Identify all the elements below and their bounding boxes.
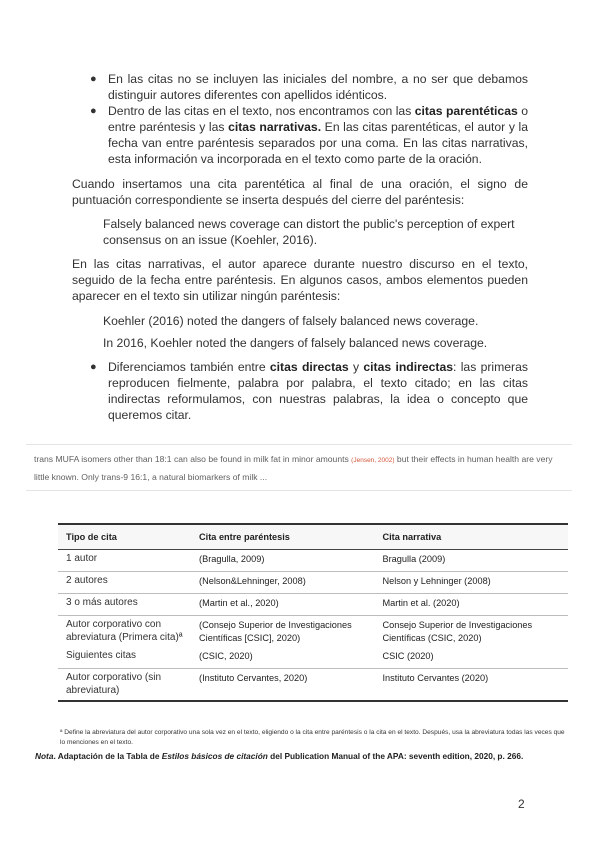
example-narrative-1: Koehler (2016) noted the dangers of falsely balanced news coverage. bbox=[103, 314, 479, 328]
paragraph-parenthetical: Cuando insertamos una cita parentética al final de una oración, el signo de puntuación correspondiente se inserta después del cierre del paréntesis: bbox=[72, 177, 528, 207]
table-header: Cita narrativa bbox=[374, 524, 568, 550]
table-footnote: ª Define la abreviatura del autor corporativo una sola vez en el texto, eligiendo o la cita entre paréntesis o la cita en el texto. Después, usa la abreviatura todas las veces que lo menciones en el texto. bbox=[60, 729, 565, 746]
text-run: o entre paréntesis y las bbox=[108, 104, 528, 134]
bullet-marker: ● bbox=[90, 361, 97, 373]
term-indirect: citas indirectas bbox=[363, 360, 454, 374]
cell-narrative: CSIC (2020) bbox=[374, 647, 568, 669]
text-run: Diferenciamos también entre bbox=[108, 360, 270, 374]
cell-type: Autor corporativo con abreviatura (Primera cita)ª bbox=[66, 619, 183, 643]
excerpt-text-before: trans MUFA isomers other than 18:1 can also be found in milk fat in minor amounts bbox=[34, 454, 349, 464]
citation-example-excerpt bbox=[26, 444, 572, 491]
cell-type: 3 o más autores bbox=[58, 594, 191, 616]
cell-parenthetical: (Consejo Superior de Investigaciones Científicas [CSIC], 2020) bbox=[199, 620, 352, 643]
table-row bbox=[58, 594, 568, 616]
example-narrative-2: In 2016, Koehler noted the dangers of falsely balanced news coverage. bbox=[103, 336, 488, 350]
text-run: : las primeras reproducen fielmente, palabra por palabra, el texto citado; en las citas indirectas reformulamos, con nuestras palabras, la idea o concepto que queremos citar. bbox=[108, 360, 528, 422]
page-number: 2 bbox=[518, 797, 525, 811]
cell-narrative: Martin et al. (2020) bbox=[374, 594, 568, 616]
cell-narrative: Instituto Cervantes (2020) bbox=[374, 669, 568, 702]
excerpt-text-after: but their effects in human health are very little known. Only trans-9 16:1, a natural biomarkers of milk ... bbox=[34, 454, 553, 482]
bullet-marker: ● bbox=[90, 73, 97, 85]
cell-type: Autor corporativo (sin abreviatura) bbox=[58, 669, 191, 702]
table-row bbox=[58, 572, 568, 594]
term-direct: citas directas bbox=[269, 360, 349, 374]
table-note bbox=[35, 750, 575, 762]
cell-type: Siguientes citas bbox=[58, 647, 191, 669]
citation-styles-table bbox=[58, 523, 568, 702]
example-parenthetical: Falsely balanced news coverage can distort the public's perception of expert consensus on an issue (Koehler, 2016). bbox=[103, 217, 515, 247]
excerpt-text bbox=[34, 451, 568, 486]
note-label: Nota bbox=[35, 751, 54, 761]
note-text: del Publication Manual of the APA: seventh edition, 2020, p. 266. bbox=[267, 751, 524, 761]
table-header: Tipo de cita bbox=[58, 524, 191, 550]
text-run: y bbox=[348, 360, 364, 374]
note-text: . Adaptación de la Tabla de bbox=[53, 751, 162, 761]
cell-parenthetical: (CSIC, 2020) bbox=[191, 647, 374, 669]
table-row bbox=[58, 550, 568, 572]
table-row bbox=[58, 647, 568, 669]
table-row bbox=[58, 616, 568, 648]
note-title: Estilos básicos de citación bbox=[161, 751, 268, 761]
table-header: Cita entre paréntesis bbox=[191, 524, 374, 550]
excerpt-citation: (Jensen, 2002) bbox=[351, 457, 395, 464]
bullet-direct-indirect bbox=[108, 359, 528, 423]
paragraph-narrative: En las citas narrativas, el autor aparece durante nuestro discurso en el texto, seguido de la fecha entre paréntesis. En algunos casos, ambos elementos pueden aparecer en el texto sin utilizar ningún paréntesis: bbox=[72, 257, 528, 303]
bullet-citation-types bbox=[108, 103, 528, 167]
cell-narrative: Consejo Superior de Investigaciones Científicas (CSIC, 2020) bbox=[382, 620, 533, 643]
bullet-initials-text: En las citas no se incluyen las iniciales del nombre, a no ser que debamos distinguir autores diferentes con apellidos idénticos. bbox=[108, 72, 528, 102]
cell-parenthetical: (Martin et al., 2020) bbox=[191, 594, 374, 616]
cell-narrative: Nelson y Lehninger (2008) bbox=[374, 572, 568, 594]
bullet-initials bbox=[108, 71, 528, 103]
text-run: En las citas parentéticas, el autor y la fecha van entre paréntesis separados por una coma. En las citas narrativas, esta información va incorporada en el texto como parte de la oración. bbox=[108, 120, 528, 166]
table-header-row bbox=[58, 524, 568, 550]
cell-type: 2 autores bbox=[58, 572, 191, 594]
cell-narrative: Bragulla (2009) bbox=[374, 550, 568, 572]
cell-type: 1 autor bbox=[58, 550, 191, 572]
table-row bbox=[58, 669, 568, 702]
bullet-marker: ● bbox=[90, 105, 97, 117]
cell-parenthetical: (Instituto Cervantes, 2020) bbox=[191, 669, 374, 702]
cell-parenthetical: (Nelson&Lehninger, 2008) bbox=[191, 572, 374, 594]
term-narrative: citas narrativas. bbox=[228, 120, 322, 134]
cell-parenthetical: (Bragulla, 2009) bbox=[191, 550, 374, 572]
term-parenthetical: citas parentéticas bbox=[414, 104, 518, 118]
text-run: Dentro de las citas en el texto, nos encontramos con las bbox=[108, 104, 415, 118]
